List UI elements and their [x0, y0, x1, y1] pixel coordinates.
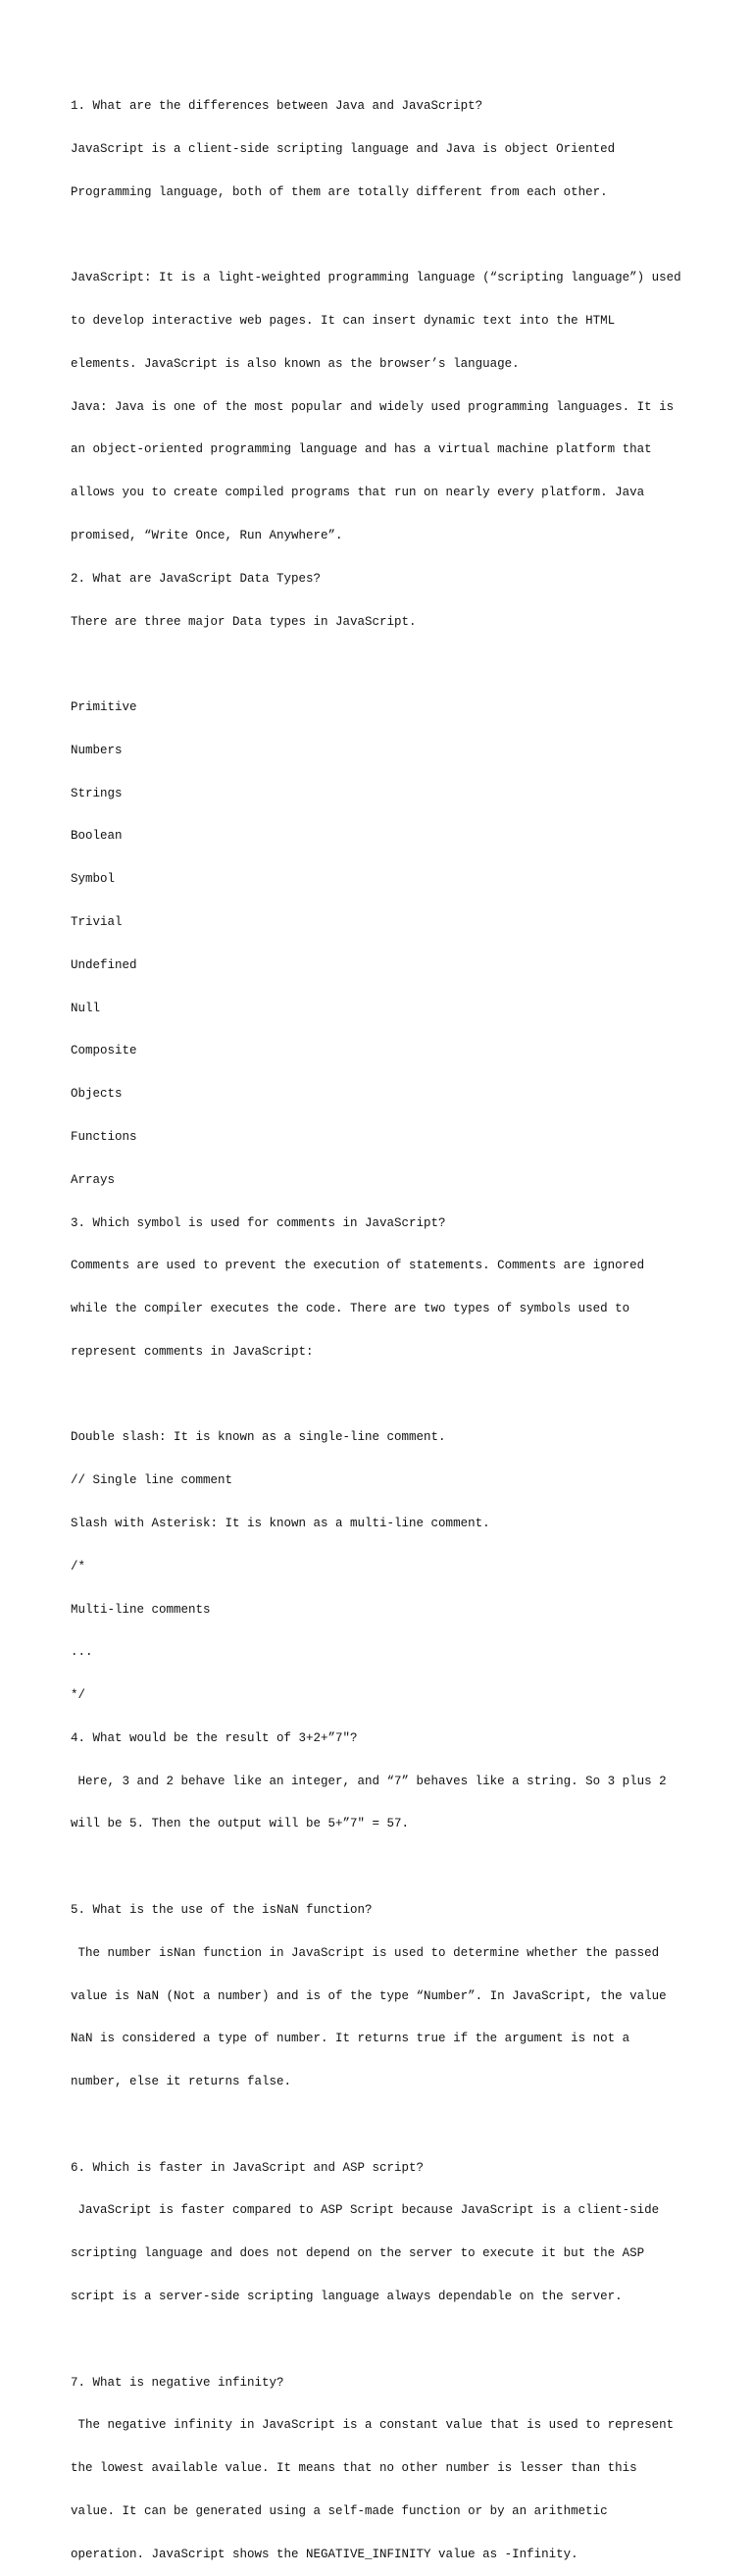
text-line: number, else it returns false.	[71, 2075, 292, 2089]
list-item: Objects	[71, 1087, 123, 1102]
text-line: NaN is considered a type of number. It returns true if the argument is not a	[71, 2032, 630, 2046]
list-item: Symbol	[71, 872, 116, 887]
code-line: */	[71, 1688, 86, 1703]
text-line: operation. JavaScript shows the NEGATIVE_INFINITY value as -Infinity.	[71, 2547, 578, 2561]
text-line: There are three major Data types in JavaScript.	[71, 614, 417, 629]
document-page	[71, 71, 698, 2576]
text-line: The negative infinity in JavaScript is a constant value that is used to represent	[71, 2418, 675, 2433]
list-item: Arrays	[71, 1172, 116, 1187]
text-line: scripting language and does not depend on the server to execute it but the ASP	[71, 2246, 645, 2261]
text-line: while the compiler executes the code. There are two types of symbols used to	[71, 1302, 630, 1316]
text-line: value. It can be generated using a self-made function or by an arithmetic	[71, 2503, 608, 2518]
text-line: an object-oriented programming language and has a virtual machine platform that	[71, 442, 652, 457]
list-item: Primitive	[71, 700, 137, 715]
text-line: elements. JavaScript is also known as the browser’s language.	[71, 356, 520, 371]
list-item: Numbers	[71, 743, 123, 757]
list-item: Functions	[71, 1129, 137, 1144]
text-line: JavaScript: It is a light-weighted programming language (“scripting language”) used	[71, 271, 681, 285]
text-line: JavaScript is a client-side scripting language and Java is object Oriented	[71, 141, 616, 156]
code-line: Multi-line comments	[71, 1602, 211, 1617]
code-line: // Single line comment	[71, 1473, 233, 1488]
text-line: Programming language, both of them are totally different from each other.	[71, 184, 608, 199]
text-line: value is NaN (Not a number) and is of the type “Number”. In JavaScript, the value	[71, 1988, 667, 2003]
question-7-heading: 7. What is negative infinity?	[71, 2375, 284, 2390]
text-line: Java: Java is one of the most popular and widely used programming languages. It is	[71, 399, 675, 414]
text-line: to develop interactive web pages. It can insert dynamic text into the HTML	[71, 314, 616, 329]
question-2-heading: 2. What are JavaScript Data Types?	[71, 571, 322, 586]
text-line: script is a server-side scripting language always dependable on the server.	[71, 2290, 623, 2304]
list-item: Composite	[71, 1044, 137, 1058]
list-item: Trivial	[71, 915, 123, 930]
blank-line	[71, 1388, 698, 1403]
list-item: Boolean	[71, 829, 123, 844]
list-item: Undefined	[71, 957, 137, 972]
blank-line	[71, 1860, 698, 1875]
blank-line	[71, 2118, 698, 2133]
text-line: The number isNan function in JavaScript is used to determine whether the passed	[71, 1945, 660, 1960]
text-line: Double slash: It is known as a single-line comment.	[71, 1430, 446, 1445]
text-line: Comments are used to prevent the execution of statements. Comments are ignored	[71, 1259, 645, 1273]
text-line: Here, 3 and 2 behave like an integer, and “7” behaves like a string. So 3 plus 2	[71, 1774, 667, 1788]
blank-line	[71, 657, 698, 672]
text-line: Slash with Asterisk: It is known as a multi-line comment.	[71, 1516, 490, 1530]
list-item: Null	[71, 1001, 101, 1015]
code-line: ...	[71, 1645, 93, 1660]
question-5-heading: 5. What is the use of the isNaN function?	[71, 1903, 373, 1917]
question-4-heading: 4. What would be the result of 3+2+”7"?	[71, 1730, 358, 1745]
text-line: will be 5. Then the output will be 5+”7" = 57.	[71, 1817, 410, 1831]
question-6-heading: 6. Which is faster in JavaScript and ASP script?	[71, 2160, 425, 2175]
text-line: allows you to create compiled programs that run on nearly every platform. Java	[71, 486, 645, 500]
question-1-heading: 1. What are the differences between Java and JavaScript?	[71, 99, 483, 114]
text-line: JavaScript is faster compared to ASP Script because JavaScript is a client-side	[71, 2203, 660, 2218]
blank-line	[71, 229, 698, 243]
code-line: /*	[71, 1559, 86, 1573]
blank-line	[71, 2333, 698, 2347]
text-line: promised, “Write Once, Run Anywhere”.	[71, 529, 343, 542]
text-line: represent comments in JavaScript:	[71, 1344, 314, 1359]
question-3-heading: 3. Which symbol is used for comments in JavaScript?	[71, 1215, 446, 1230]
text-line: the lowest available value. It means that no other number is lesser than this	[71, 2461, 637, 2476]
list-item: Strings	[71, 786, 123, 800]
